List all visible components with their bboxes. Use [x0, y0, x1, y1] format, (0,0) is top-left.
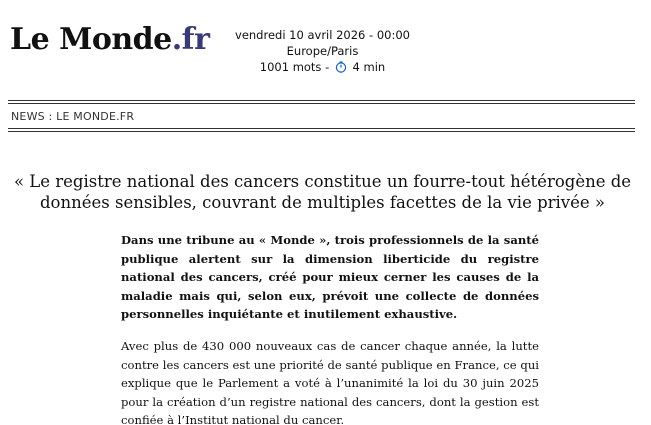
publication-date: vendredi 10 avril 2026 - 00:00 Europe/Paris	[235, 28, 410, 58]
page-header	[0, 0, 651, 80]
article-meta	[210, 27, 435, 75]
section-label: NEWS : LE MONDE.FR	[11, 110, 135, 123]
logo-tld: .fr	[171, 22, 210, 57]
article-lead: Dans une tribune au « Monde », trois professionnels de la santé publique alertent sur la dimension liberticide du registre national des cancers, créé pour mieux cerner les causes de la maladie mais qui, selon eux, prévoit une collecte de données personnelles inquiétante et inutilement exhaustive.	[121, 233, 539, 321]
reading-info	[210, 59, 435, 75]
le-monde-logo[interactable]	[10, 22, 209, 58]
section-rule-top	[8, 100, 635, 101]
section-rule-top-inner	[8, 103, 635, 104]
clock-icon	[335, 61, 347, 73]
logo-name: Le Monde	[10, 22, 172, 57]
article-title: « Le registre national des cancers constitue un fourre-tout hétérogène de données sensibles, couvrant de multiples facettes de la vie privée »	[13, 172, 632, 212]
section-rule-bottom-inner	[8, 128, 635, 129]
read-time: 4 min	[352, 60, 386, 74]
section-rule-bottom	[8, 131, 635, 132]
article-paragraph: Avec plus de 430 000 nouveaux cas de cancer chaque année, la lutte contre les cancers est une priorité de santé publique en France, ce qui explique que le Parlement a voté à l’unanimité la loi du 30 juin 2025 pour la création d’un registre national des cancers, dont la gestion est confiée à l’Institut national du cancer.	[121, 339, 539, 425]
word-count: 1001 mots -	[259, 60, 330, 74]
